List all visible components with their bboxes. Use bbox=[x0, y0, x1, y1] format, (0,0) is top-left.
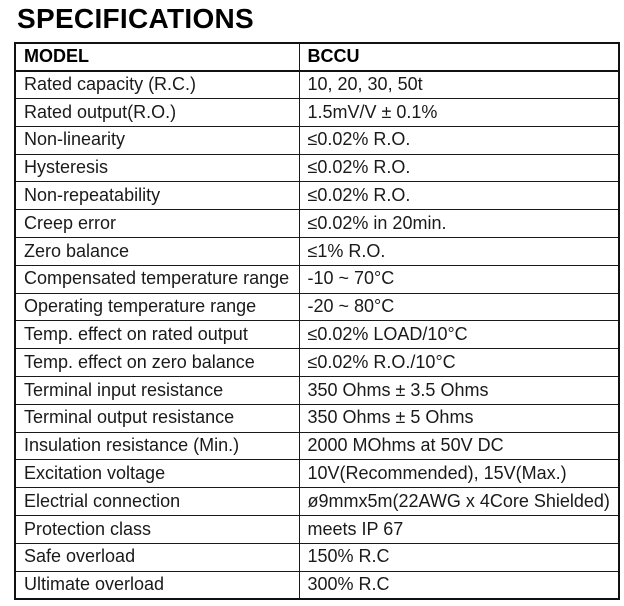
spec-param-cell: Compensated temperature range bbox=[15, 265, 299, 293]
spec-value-cell: -20 ~ 80°C bbox=[299, 293, 619, 321]
table-row bbox=[15, 349, 619, 377]
spec-value-cell: 300% R.C bbox=[299, 571, 619, 599]
table-row bbox=[15, 154, 619, 182]
table-row bbox=[15, 571, 619, 599]
page-title: SPECIFICATIONS bbox=[17, 3, 255, 34]
spec-param-cell: Rated capacity (R.C.) bbox=[15, 71, 299, 99]
spec-param-cell: Terminal output resistance bbox=[15, 404, 299, 432]
spec-value-cell: ø9mmx5m(22AWG x 4Core Shielded) bbox=[299, 488, 619, 516]
header-cell-model: MODEL bbox=[15, 43, 299, 71]
spec-value-cell: ≤1% R.O. bbox=[299, 238, 619, 266]
spec-value-cell: 10, 20, 30, 50t bbox=[299, 71, 619, 99]
spec-param-cell: Temp. effect on rated output bbox=[15, 321, 299, 349]
spec-param-cell: Excitation voltage bbox=[15, 460, 299, 488]
table-row bbox=[15, 71, 619, 99]
table-row bbox=[15, 321, 619, 349]
spec-param-cell: Non-linearity bbox=[15, 126, 299, 154]
spec-value-cell: -10 ~ 70°C bbox=[299, 265, 619, 293]
table-row bbox=[15, 238, 619, 266]
spec-value-cell: ≤0.02% R.O. bbox=[299, 126, 619, 154]
spec-value-cell: 2000 MOhms at 50V DC bbox=[299, 432, 619, 460]
table-row bbox=[15, 210, 619, 238]
spec-value-cell: ≤0.02% LOAD/10°C bbox=[299, 321, 619, 349]
table-row bbox=[15, 265, 619, 293]
spec-value-cell: ≤0.02% in 20min. bbox=[299, 210, 619, 238]
table-row bbox=[15, 404, 619, 432]
specifications-table bbox=[14, 42, 620, 600]
spec-value-cell: ≤0.02% R.O. bbox=[299, 182, 619, 210]
table-row bbox=[15, 432, 619, 460]
table-row bbox=[15, 126, 619, 154]
spec-param-cell: Protection class bbox=[15, 516, 299, 544]
spec-value-cell: 150% R.C bbox=[299, 543, 619, 571]
table-row bbox=[15, 460, 619, 488]
spec-value-cell: 350 Ohms ± 3.5 Ohms bbox=[299, 377, 619, 405]
spec-value-cell: 350 Ohms ± 5 Ohms bbox=[299, 404, 619, 432]
table-row bbox=[15, 516, 619, 544]
spec-value-cell: meets IP 67 bbox=[299, 516, 619, 544]
spec-value-cell: ≤0.02% R.O./10°C bbox=[299, 349, 619, 377]
table-row bbox=[15, 99, 619, 127]
table-row bbox=[15, 488, 619, 516]
spec-param-cell: Electrial connection bbox=[15, 488, 299, 516]
spec-param-cell: Temp. effect on zero balance bbox=[15, 349, 299, 377]
spec-value-cell: 10V(Recommended), 15V(Max.) bbox=[299, 460, 619, 488]
table-row bbox=[15, 182, 619, 210]
table-row bbox=[15, 293, 619, 321]
header-cell-model-value: BCCU bbox=[299, 43, 619, 71]
spec-param-cell: Operating temperature range bbox=[15, 293, 299, 321]
spec-param-cell: Rated output(R.O.) bbox=[15, 99, 299, 127]
spec-param-cell: Hysteresis bbox=[15, 154, 299, 182]
table-header-row bbox=[15, 43, 619, 71]
table-row bbox=[15, 543, 619, 571]
spec-value-cell: 1.5mV/V ± 0.1% bbox=[299, 99, 619, 127]
spec-param-cell: Insulation resistance (Min.) bbox=[15, 432, 299, 460]
spec-param-cell: Zero balance bbox=[15, 238, 299, 266]
table-row bbox=[15, 377, 619, 405]
spec-param-cell: Safe overload bbox=[15, 543, 299, 571]
spec-param-cell: Non-repeatability bbox=[15, 182, 299, 210]
spec-param-cell: Ultimate overload bbox=[15, 571, 299, 599]
spec-param-cell: Creep error bbox=[15, 210, 299, 238]
spec-param-cell: Terminal input resistance bbox=[15, 377, 299, 405]
spec-value-cell: ≤0.02% R.O. bbox=[299, 154, 619, 182]
